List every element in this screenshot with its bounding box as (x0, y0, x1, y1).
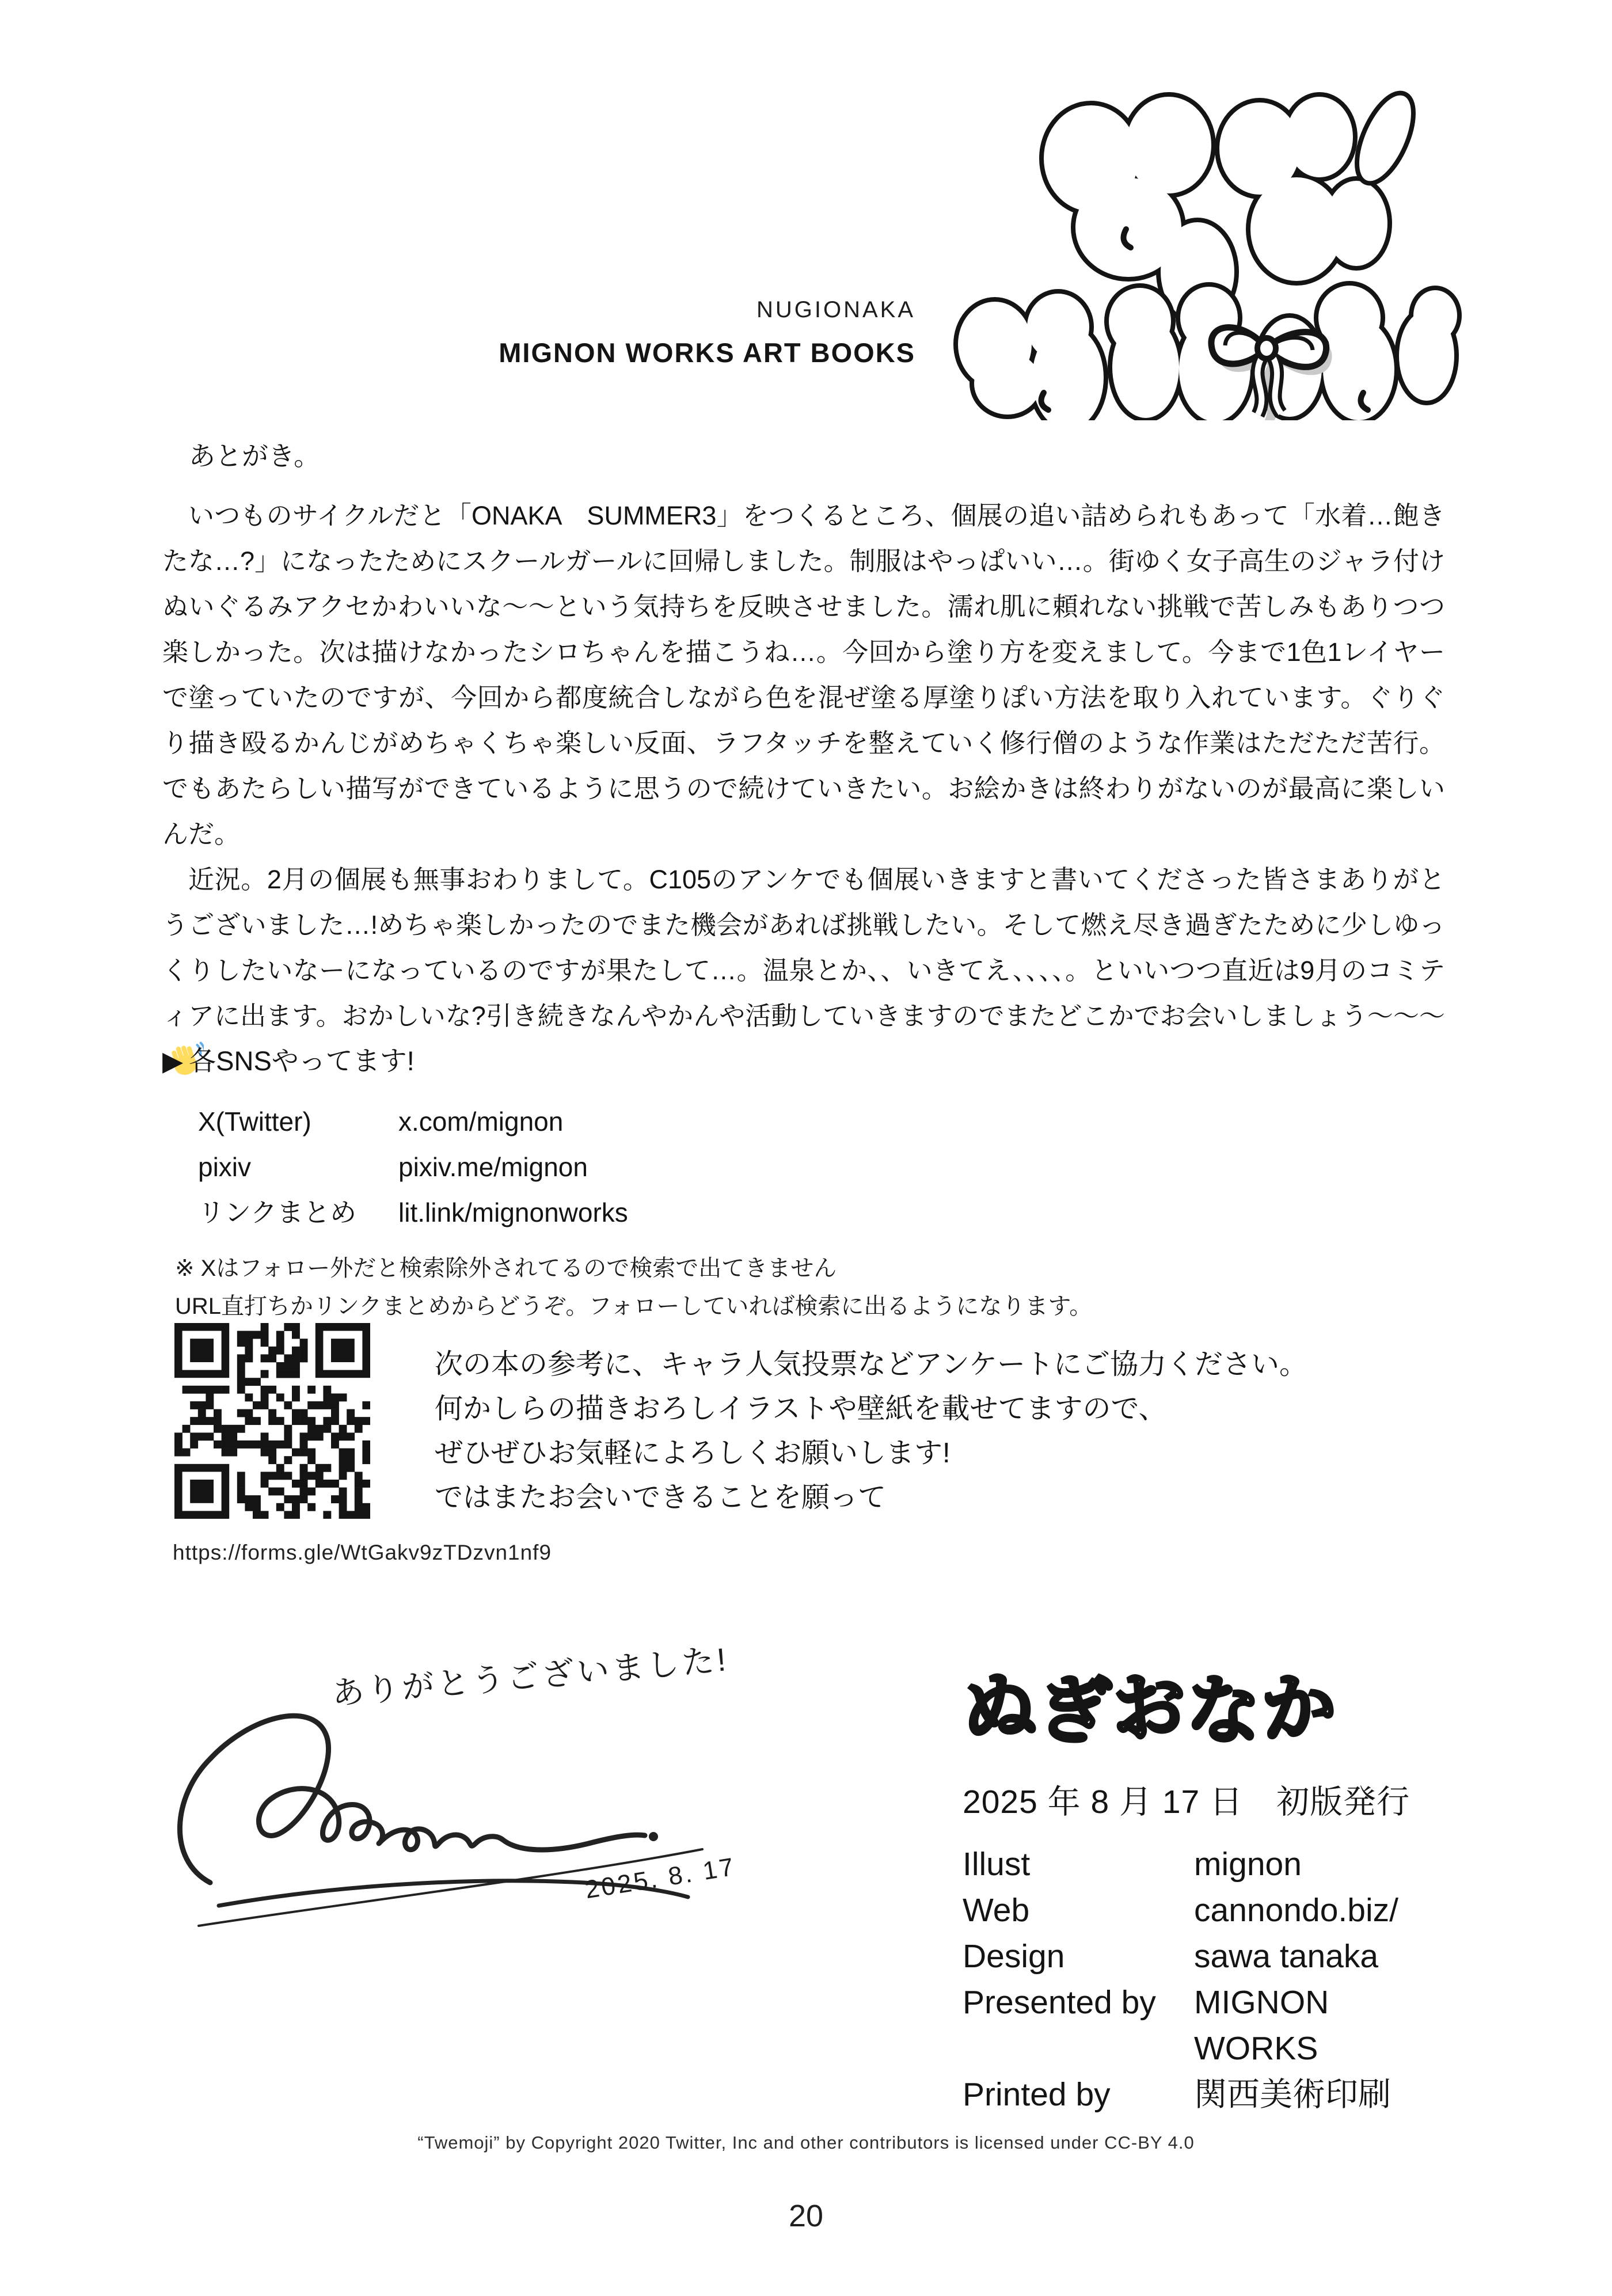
sns-note (175, 1249, 1446, 1325)
afterword-paragraph-1 (162, 493, 1445, 857)
credit-row-printed-by (963, 2071, 1458, 2118)
credit-row-presented-by (963, 1979, 1458, 2071)
signature-dot (649, 1832, 658, 1841)
colophon-credits (963, 1841, 1458, 2118)
afterword-heading: あとがき。 (189, 441, 321, 471)
imprint-caption: MIGNON WORKS ART BOOKS (499, 337, 915, 368)
sns-label: リンクまとめ (198, 1198, 357, 1227)
colophon-edition: 2025 年 8 月 17 日 初版発行 (963, 1784, 1410, 1820)
signature-thanks: ありがとうございました! (330, 1640, 731, 1712)
survey-line-3: ぜひぜひお気軽によろしくお願いします! (435, 1438, 951, 1469)
survey-text (435, 1323, 1307, 1520)
afterword-paragraph-1-text: いつものサイクルだと「ONAKA SUMMER3」をつくるところ、個展の追い詰められもあって「水着…飽きたな…?」になったためにスクールガールに回帰しました。制服はやっぱいい…。街ゆく女子高生のジャラ付けぬいぐるみアクセかわいいな〜〜という気持ちを反映させました。濡れ肌に頼れない挑戦で苦しみもありつつ楽しかった。次は描けなかったシロちゃんを描こうね…。今回から塗り方を変えまして。今まで1色1レイヤーで塗っていたのですが、今回から都度統合しながら色を混ぜ塗る厚塗りぽい方法を取り入れています。ぐりぐり描き殴るかんじがめちゃくちゃ楽しい反面、ラフタッチを整えていく修行僧のような作業はただただ苦行。でもあたらしい描写ができているように思うので続けていきたい。お絵かきは終わりがないのが最高に楽しいんだ。 (162, 501, 1445, 849)
sns-label: pixiv (198, 1152, 252, 1182)
sns-url: pixiv.me/mignon (398, 1152, 588, 1182)
survey-line-2: 何かしらの描きおろしイラストや壁紙を載せてますので、 (435, 1393, 1167, 1424)
sns-note-line-2: URL直打ちかリンクまとめからどうぞ。フォローしていれば検索に出るようになります。 (175, 1294, 1093, 1319)
nugionaka-bubble-logo (921, 58, 1468, 420)
survey-line-4: ではまたお会いできることを願って (435, 1482, 887, 1513)
sns-heading-text: 各SNSやってます! (189, 1046, 415, 1076)
afterword-section (162, 435, 1445, 1084)
credit-value: MIGNON WORKS (1194, 1984, 1329, 2067)
afterword-paragraph-2-text: 近況。2月の個展も無事おわりまして。C105のアンケでも個展いきますと書いてくださった皆さまありがとうございました…!めちゃ楽しかったのでまた機会があれば挑戦したい。そして燃え尽き過ぎたために少しゆっくりしたいなーになっているのですが果たして…。温泉とか、、いきてえ、、、、。といいつつ直近は9月のコミティアに出ます。おかしいな?引き続きなんやかんや活動していきますのでまたどこかでお会いしましょう〜〜〜 (162, 865, 1445, 1031)
sns-row-x (198, 1099, 1446, 1145)
page-number: 20 (788, 2199, 824, 2233)
header-captions (403, 297, 915, 368)
twemoji-license: “Twemoji” by Copyright 2020 Twitter, Inc and other contributors is licensed under CC-BY 4.0 (417, 2132, 1195, 2153)
triangle-marker-icon: ▶ (162, 1046, 184, 1076)
credit-label: Illust (963, 1846, 1031, 1883)
colophon-title: ぬぎおなか (960, 1664, 1340, 1755)
credit-row-illust (963, 1841, 1458, 1887)
survey-form-url: https://forms.gle/WtGakv9zTDzvn1nf9 (173, 1541, 552, 1564)
sns-label: X(Twitter) (198, 1107, 311, 1136)
credit-value: mignon (1194, 1846, 1302, 1883)
survey-section (174, 1323, 1307, 1520)
signature-date: 2025. 8. 17 (583, 1852, 738, 1905)
credit-value: cannondo.biz/ (1194, 1892, 1398, 1929)
sns-url: lit.link/mignonworks (398, 1198, 628, 1227)
sns-note-line-1: ※ Xはフォロー外だと検索除外されてるので検索で出てきません (175, 1256, 837, 1281)
artist-signature-block (155, 1635, 835, 1934)
credit-label: Presented by (963, 1984, 1156, 2021)
sns-row-pixiv (198, 1145, 1446, 1190)
sns-heading (162, 1040, 1446, 1078)
colophon (960, 1664, 1458, 2118)
sns-row-litlink (198, 1190, 1446, 1236)
sns-section (162, 1040, 1446, 1325)
credit-row-design (963, 1933, 1458, 1979)
sns-link-list (198, 1099, 1446, 1236)
sns-url: x.com/mignon (398, 1107, 564, 1136)
series-caption: NUGIONAKA (756, 297, 915, 322)
survey-line-1: 次の本の参考に、キャラ人気投票などアンケートにご協力ください。 (435, 1349, 1308, 1380)
credit-value: 関西美術印刷 (1194, 2076, 1391, 2113)
credit-row-web (963, 1887, 1458, 1933)
credit-label: Printed by (963, 2076, 1111, 2113)
credit-label: Web (963, 1892, 1030, 1929)
credit-label: Design (963, 1938, 1065, 1975)
bubble-letters-art (921, 58, 1468, 420)
qr-code (174, 1323, 370, 1519)
credit-value: sawa tanaka (1194, 1938, 1379, 1975)
